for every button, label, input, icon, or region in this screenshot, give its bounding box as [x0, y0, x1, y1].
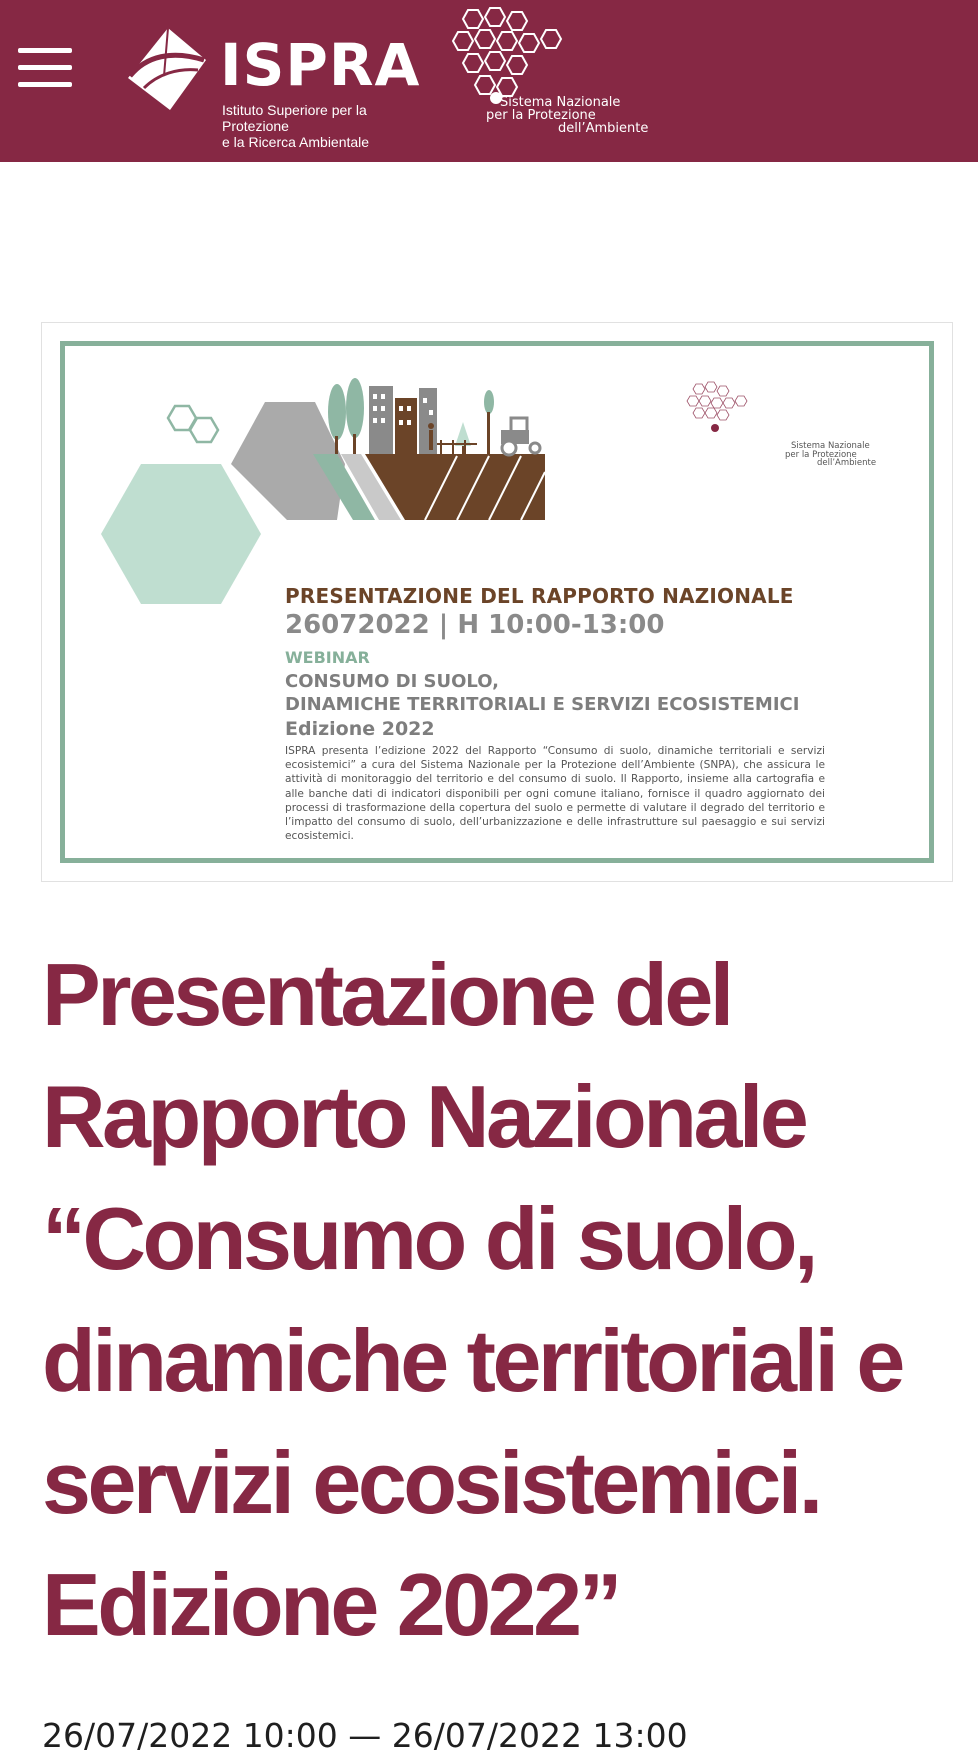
banner-description: ISPRA presenta l’edizione 2022 del Rapporto “Consumo di suolo, dinamiche territoriali e servizi ecosistemici” a cura del Sistema Nazionale per la Protezione dell’Ambiente (SNPA), che assicura le attività di monitoraggio del territorio e del consumo di suolo. Il Rapporto, insieme alla cartografia e alle banche dati di indicatori disponibili per ogni comune italiano, fornisce il quadro aggiornato dei processi di trasformazione della copertura del suolo e permette di valutare il degrado del territorio e l’impatto del consumo di suolo, dell’urbanizzazione e delle infrastrutture sul paesaggio e sui servizi ecosistemici.	[285, 745, 825, 843]
snpa-name-line: dell’Ambiente	[558, 121, 649, 136]
ispra-logo-link[interactable]	[124, 26, 421, 150]
banner-event-type: WEBINAR	[285, 648, 370, 667]
ispra-subtitle-line: e la Ricerca Ambientale	[222, 134, 370, 150]
banner-edition: Edizione 2022	[285, 718, 435, 740]
page-title	[42, 934, 942, 1666]
banner-snpa-text	[785, 442, 905, 468]
snpa-logo-link[interactable]	[448, 2, 678, 142]
banner-date: 26072022 | H 10:00-13:00	[285, 610, 665, 640]
ispra-subtitle-line: Istituto Superiore per la Protezione	[222, 102, 367, 134]
event-banner-image	[41, 322, 953, 882]
page-title-line: “Consumo di suolo,	[42, 1189, 815, 1288]
page-title-line: dinamiche territoriali e	[42, 1311, 902, 1410]
banner-subject-line: DINAMICHE TERRITORIALI E SERVIZI ECOSISTEMICI	[285, 694, 800, 715]
hamburger-bar	[18, 82, 72, 87]
snpa-name-line: per la Protezione	[486, 108, 596, 123]
hamburger-bar	[18, 48, 72, 53]
snpa-name	[486, 96, 676, 135]
snpa-name-line: Sistema Nazionale	[500, 95, 621, 110]
banner-subject	[285, 670, 845, 716]
banner-snpa-line: Sistema Nazionale	[791, 441, 870, 451]
page-title-line: servizi ecosistemici.	[42, 1433, 820, 1532]
banner-frame	[60, 341, 934, 863]
banner-title: PRESENTAZIONE DEL RAPPORTO NAZIONALE	[285, 584, 794, 608]
hamburger-menu-icon[interactable]	[18, 46, 74, 90]
page-title-line: Edizione 2022”	[42, 1555, 620, 1654]
ispra-subtitle	[222, 102, 422, 150]
site-header	[0, 0, 978, 162]
banner-snpa-line: per la Protezione	[785, 449, 857, 460]
banner-subject-line: CONSUMO DI SUOLO,	[285, 671, 499, 692]
page-title-line: Presentazione del	[42, 945, 731, 1044]
event-datetime: 26/07/2022 10:00 — 26/07/2022 13:00	[42, 1716, 688, 1755]
page-title-line: Rapporto Nazionale	[42, 1067, 806, 1166]
ispra-logo-icon	[124, 26, 208, 112]
ispra-name: ISPRA	[220, 31, 421, 99]
banner-snpa-line: dell’Ambiente	[817, 458, 877, 468]
hamburger-bar	[18, 65, 72, 70]
